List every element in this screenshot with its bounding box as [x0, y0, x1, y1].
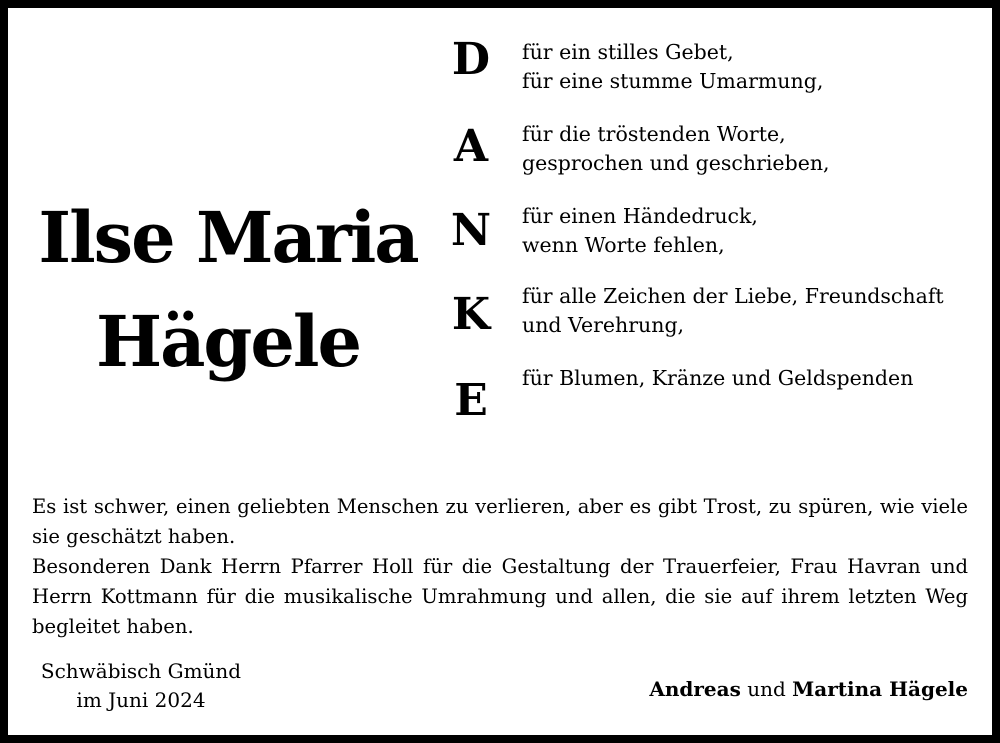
place-date [28, 657, 254, 715]
thanks-line: für eine stumme Umarmung, [522, 69, 824, 93]
date-text: im Juni 2024 [76, 688, 206, 712]
deceased-name [28, 186, 428, 394]
signature [649, 675, 968, 704]
thanks-line: für ein stilles Gebet, [522, 40, 734, 64]
place-name: Schwäbisch Gmünd [40, 659, 242, 683]
signature-name-1: Andreas [649, 677, 741, 701]
danke-letter-k: K [451, 289, 491, 340]
deceased-name-first: Ilse Maria [38, 196, 418, 279]
thanks-line: und Verehrung, [522, 313, 685, 337]
deceased-name-last: Hägele [95, 300, 361, 383]
danke-letter-a: A [453, 121, 489, 172]
thanks-line: für alle Zeichen der Liebe, Freundschaft [522, 284, 944, 308]
thanks-item-love [522, 282, 982, 340]
thanks-line: gesprochen und geschrieben, [522, 151, 830, 175]
danke-letter-n: N [450, 205, 492, 256]
thank-you-message [32, 492, 968, 642]
thanks-item-handshake [522, 202, 982, 260]
thanks-item-prayer [522, 38, 982, 96]
thanks-item-flowers [522, 364, 982, 393]
message-paragraph-2: Besonderen Dank Herrn Pfarrer Holl für die Gestaltung der Trauerfeier, Frau Havran und Herrn Kottmann für die musikalische Umrahmung und allen, die sie auf ihrem letzten Weg begleitet haben. [32, 555, 968, 638]
danke-letter-d: D [451, 34, 491, 85]
danke-letter-e: E [454, 375, 488, 426]
signature-connector: und [747, 677, 786, 701]
thanks-line: für Blumen, Kränze und Geldspenden [522, 366, 914, 390]
thanks-line: für die tröstenden Worte, [522, 122, 786, 146]
message-paragraph-1: Es ist schwer, einen geliebten Menschen zu verlieren, aber es gibt Trost, zu spüren, wie viele sie geschätzt haben. [32, 495, 968, 548]
thanks-line: wenn Worte fehlen, [522, 233, 725, 257]
thanks-item-words [522, 120, 982, 178]
thanks-line: für einen Händedruck, [522, 204, 758, 228]
signature-name-2: Martina Hägele [792, 677, 968, 701]
